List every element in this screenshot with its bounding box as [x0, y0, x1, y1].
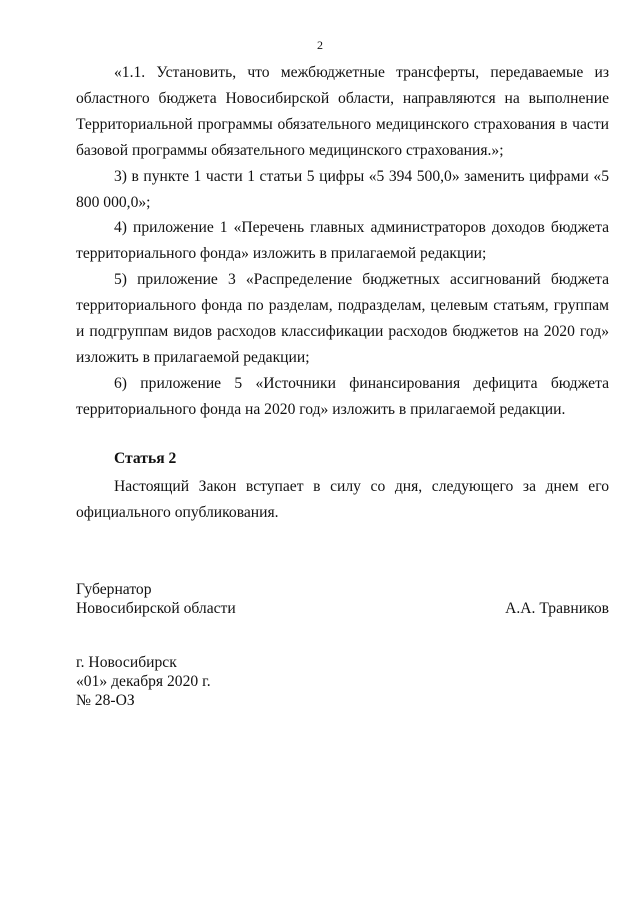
document-footer: [76, 653, 211, 710]
paragraph-item-3: 3) в пункте 1 части 1 статьи 5 цифры «5 394 500,0» заменить цифрами «5 800 000,0»;: [76, 167, 609, 211]
signatory-role-line-2: Новосибирской области: [76, 600, 236, 617]
signatory-role-line-1: Губернатор: [76, 581, 152, 598]
signatory-name: А.А. Травников: [505, 600, 609, 617]
law-number: № 28-ОЗ: [76, 692, 135, 709]
amendments-body: [76, 60, 609, 423]
article-2-title: Статья 2: [114, 450, 177, 467]
paragraph-item-6: 6) приложение 5 «Источники финансирования дефицита бюджета территориального фонда на 2020 год» изложить в прилагаемой редакции.: [76, 374, 609, 418]
paragraph-item-4: 4) приложение 1 «Перечень главных администраторов доходов бюджета территориального фонда» изложить в прилагаемой редакции;: [76, 219, 609, 263]
place-of-signing: г. Новосибирск: [76, 654, 177, 671]
signing-date: «01» декабря 2020 г.: [76, 673, 211, 690]
article-2-text: Настоящий Закон вступает в силу со дня, следующего за днем его официального опубликования.: [76, 478, 609, 521]
page-number: 2: [317, 38, 323, 52]
paragraph-item-5: 5) приложение 3 «Распределение бюджетных ассигнований бюджета территориального фонда по разделам, подразделам, целевым статьям, группам и подгруппам видов расходов классификации расходов бюджетов на 2020 год» изложить в прилагаемой редакции;: [76, 271, 609, 366]
signature-block: [76, 580, 609, 618]
paragraph-1-1: «1.1. Установить, что межбюджетные трансферты, передаваемые из областного бюджета Новосибирской области, направляются на выполнение Территориальной программы обязательного медицинского страхования в части базовой программы обязательного медицинского страхования.»;: [76, 64, 609, 159]
